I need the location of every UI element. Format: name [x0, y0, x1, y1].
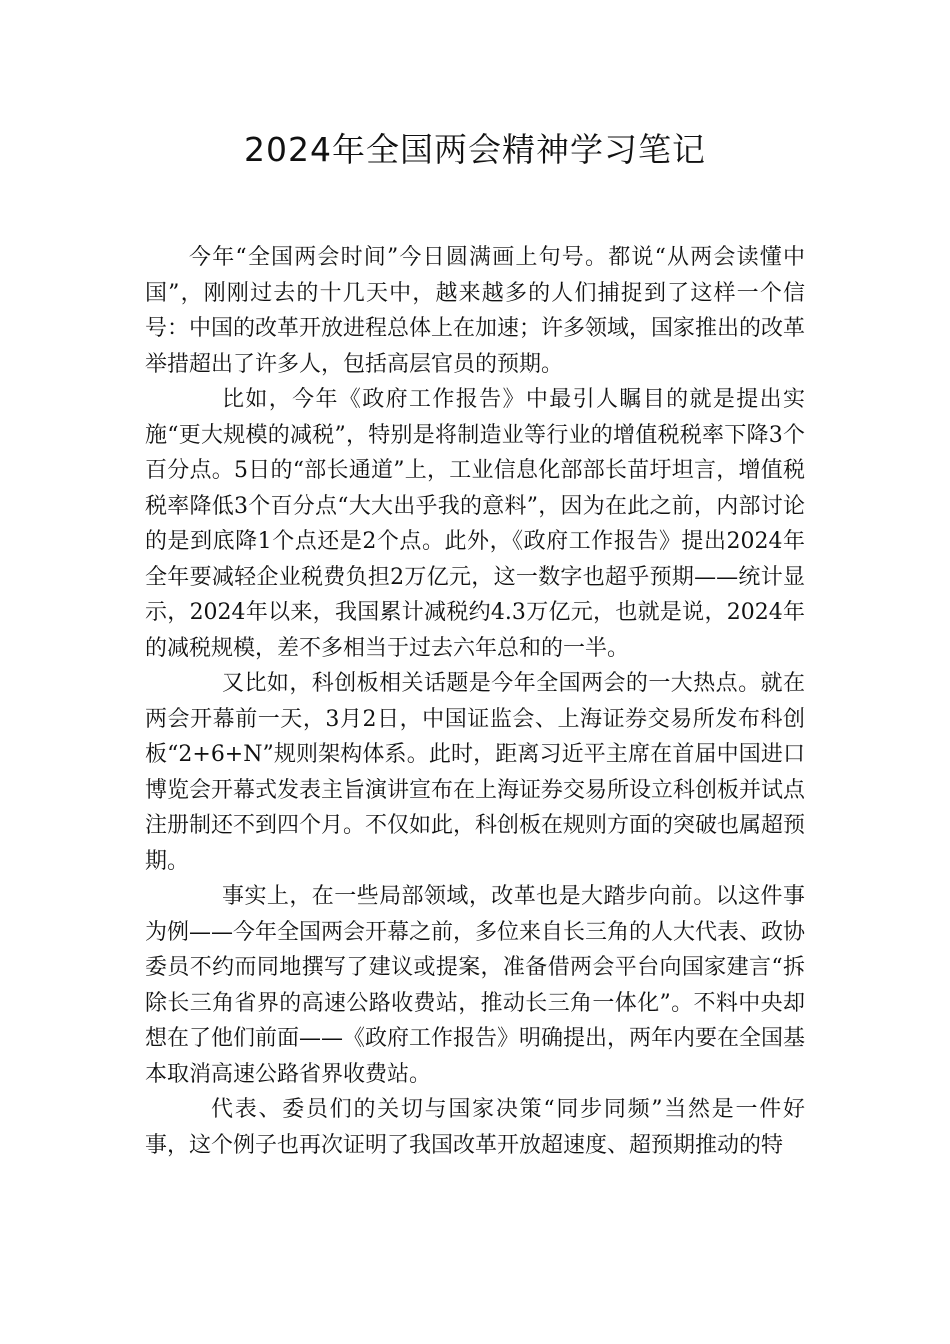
paragraph-4: 事实上，在一些局部领域，改革也是大踏步向前。以这件事为例——今年全国两会开幕之前，多位来自长三角的人大代表、政协委员不约而同地撰写了建议或提案，准备借两会平台向国家建言“拆除长三角省界的高速公路收费站，推动长三角一体化”。不料中央却想在了他们前面——《政府工作报告》明确提出，两年内要在全国基本取消高速公路省界收费站。 [145, 884, 806, 1087]
paragraph-1: 今年“全国两会时间”今日圆满画上句号。都说“从两会读懂中国”，刚刚过去的十几天中，越来越多的人们捕捉到了这样一个信号：中国的改革开放进程总体上在加速；许多领域，国家推出的改革举措超出了许多人，包括高层官员的预期。 [145, 245, 806, 377]
document-title: 2024年全国两会精神学习笔记 [244, 130, 706, 169]
paragraph-5: 代表、委员们的关切与国家决策“同步同频”当然是一件好事，这个例子也再次证明了我国改革开放超速度、超预期推动的特 [145, 1097, 805, 1158]
paragraph-2: 比如，今年《政府工作报告》中最引人瞩目的就是提出实施“更大规模的减税”，特别是将制造业等行业的增值税税率下降3个百分点。5日的“部长通道”上，工业信息化部部长苗圩坦言，增值税税率降低3个百分点“大大出乎我的意料”，因为在此之前，内部讨论的是到底降1个点还是2个点。此外，《政府工作报告》提出2024年全年要减轻企业税费负担2万亿元，这一数字也超乎预期——统计显示，2024年以来，我国累计减税约4.3万亿元，也就是说，2024年的减税规模，差不多相当于过去六年总和的一半。 [145, 387, 805, 661]
paragraph-3: 又比如，科创板相关话题是今年全国两会的一大热点。就在两会开幕前一天，3月2日，中国证监会、上海证券交易所发布科创板“2+6+N”规则架构体系。此时，距离习近平主席在首届中国进口博览会开幕式发表主旨演讲宣布在上海证券交易所设立科创板并试点注册制还不到四个月。不仅如此，科创板在规则方面的突破也属超预期。 [145, 671, 806, 874]
document-body [145, 240, 805, 1163]
